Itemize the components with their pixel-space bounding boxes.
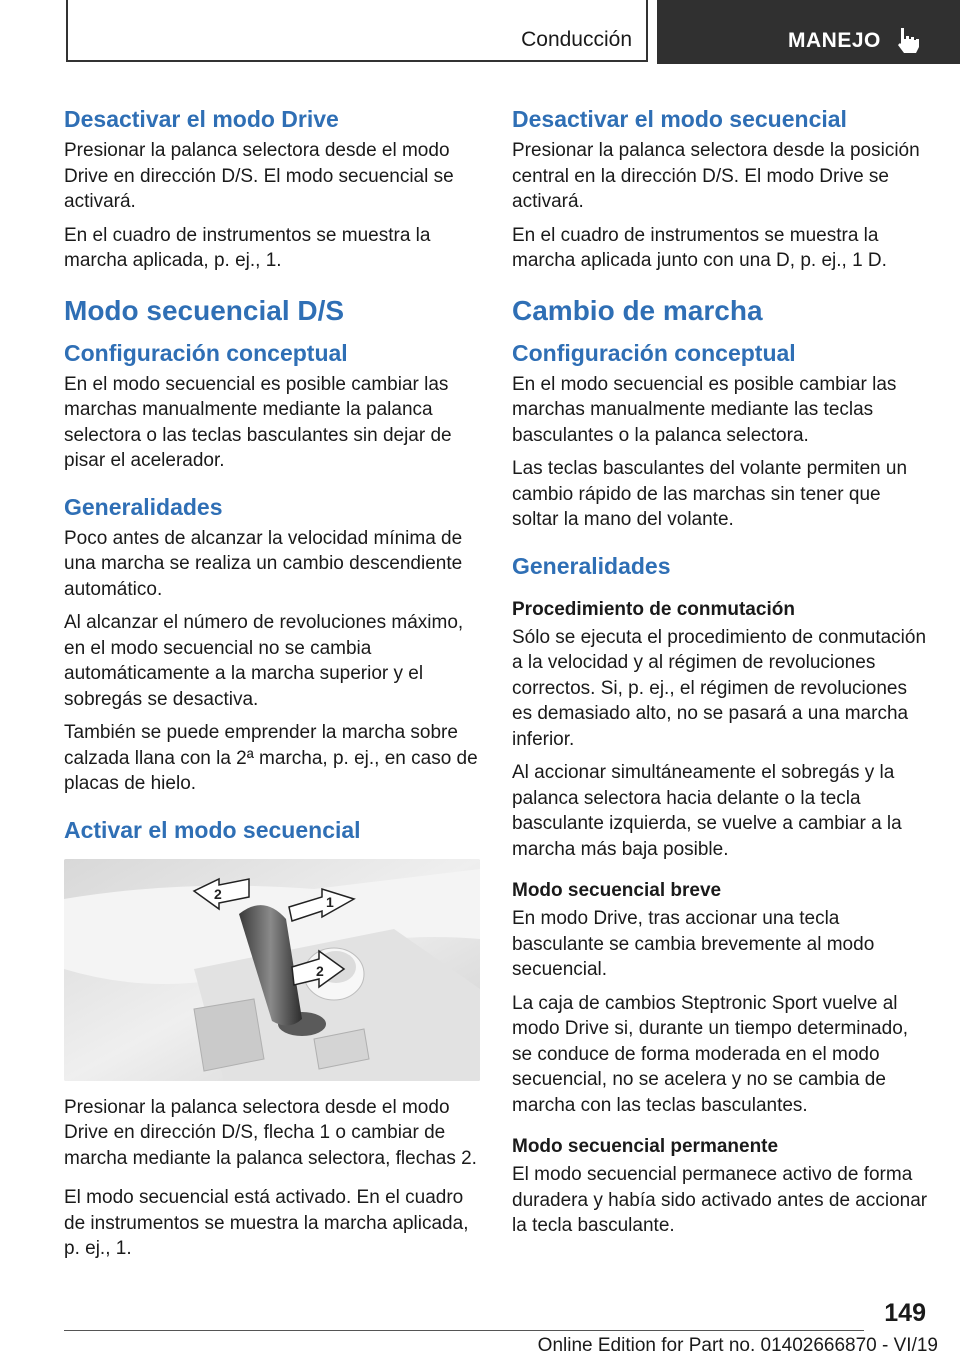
paragraph: También se puede emprender la marcha sobre calzada llana con la 2ª marcha, p. ej., en caso de placas de hielo. [64,722,478,794]
heading-activar: Activar el modo secuencial [64,816,361,843]
paragraph: Al alcanzar el número de revoluciones máximo, en el modo secuencial no se cambia automáticamente a la marcha superior y el sobregás se desactiva. [64,612,464,710]
footer-divider [64,1330,864,1331]
section-tab [66,0,648,62]
arrow-label-2b: 2 [316,962,324,979]
paragraph: En el cuadro de instrumentos se muestra la marcha aplicada junto con una D, p. ej., 1 D. [512,224,887,271]
chapter-tab [657,0,960,64]
subheading-permanente: Modo secuencial permanente [512,1136,779,1157]
paragraph: En el modo secuencial es posible cambiar las marchas manualmente mediante las teclas basculantes o la palanca selectora. [512,373,897,446]
page-number: 149 [884,1299,926,1327]
subheading-breve: Modo secuencial breve [512,880,722,901]
subheading-procedimiento: Procedimiento de conmutación [512,598,795,620]
paragraph: Presionar la palanca selectora desde el modo Drive en dirección D/S. El modo secuencial se activará. [64,140,454,212]
paragraph: El modo secuencial está activado. En el cuadro de instrumentos se muestra la marcha aplicada, p. ej., 1. [64,1187,469,1259]
heading-generalidades: Generalidades [512,552,671,579]
paragraph: En el modo secuencial es posible cambiar las marchas manualmente mediante la palanca selectora o las teclas basculantes sin dejar de pisar el acelerador. [64,373,452,471]
arrow-label-1: 1 [326,893,334,910]
gear-selector-illustration [64,859,480,1081]
heading-desactivar-secuencial: Desactivar el modo secuencial [512,106,847,132]
edition-note: Online Edition for Part no. 01402666870 - VI/19 [537,1335,938,1356]
arrow-label-2a: 2 [214,885,222,902]
heading-cambio-de-marcha: Cambio de marcha [512,294,763,326]
heading-configuracion: Configuración conceptual [64,339,348,366]
paragraph: Presionar la palanca selectora desde la posición central en la dirección D/S. El modo Drive se activará. [512,140,920,212]
paragraph: Las teclas basculantes del volante permiten un cambio rápido de las marchas sin tener que soltar la mano del volante. [512,458,908,530]
paragraph: El modo secuencial permanece activo de forma duradera y había sido activado antes de accionar la tecla basculante. [512,1164,928,1236]
gear-lever-diagram [64,859,480,1081]
paragraph: Presionar la palanca selectora desde el modo Drive en dirección D/S, flecha 1 o cambiar de marcha mediante la palanca selectora, flechas 2. [64,1096,477,1169]
page-header [0,0,960,64]
heading-configuracion: Configuración conceptual [512,339,796,366]
heading-modo-secuencial: Modo secuencial D/S [64,294,345,326]
pointing-hand-icon [895,26,921,54]
right-column [512,100,932,1247]
paragraph: En modo Drive, tras accionar una tecla basculante se cambia brevemente al modo secuencial. [512,908,875,980]
paragraph: En el cuadro de instrumentos se muestra la marcha aplicada, p. ej., 1. [64,224,431,271]
paragraph: Poco antes de alcanzar la velocidad mínima de una marcha se realiza un cambio descendiente automático. [64,527,463,600]
heading-generalidades: Generalidades [64,493,223,520]
section-title: Conducción [521,28,632,51]
paragraph: Sólo se ejecuta el procedimiento de conmutación a la velocidad y al régimen de revoluciones correctos. Si, p. ej., el régimen de revoluciones es demasiado alto, no se pasará a una marcha inferior. [512,626,927,750]
chapter-title: MANEJO [788,29,881,52]
paragraph: Al accionar simultáneamente el sobregás y la palanca selectora hacia delante o la tecla basculante izquierda, se vuelve a cambiar a la marcha más baja posible. [512,762,902,860]
left-column [64,100,484,1270]
paragraph: La caja de cambios Steptronic Sport vuelve al modo Drive si, durante un tiempo determinado, se conduce de forma moderada en el modo secuencial, no se acelera y no se cambia de marcha con las teclas basculantes. [512,992,909,1116]
heading-desactivar-drive: Desactivar el modo Drive [64,106,339,132]
